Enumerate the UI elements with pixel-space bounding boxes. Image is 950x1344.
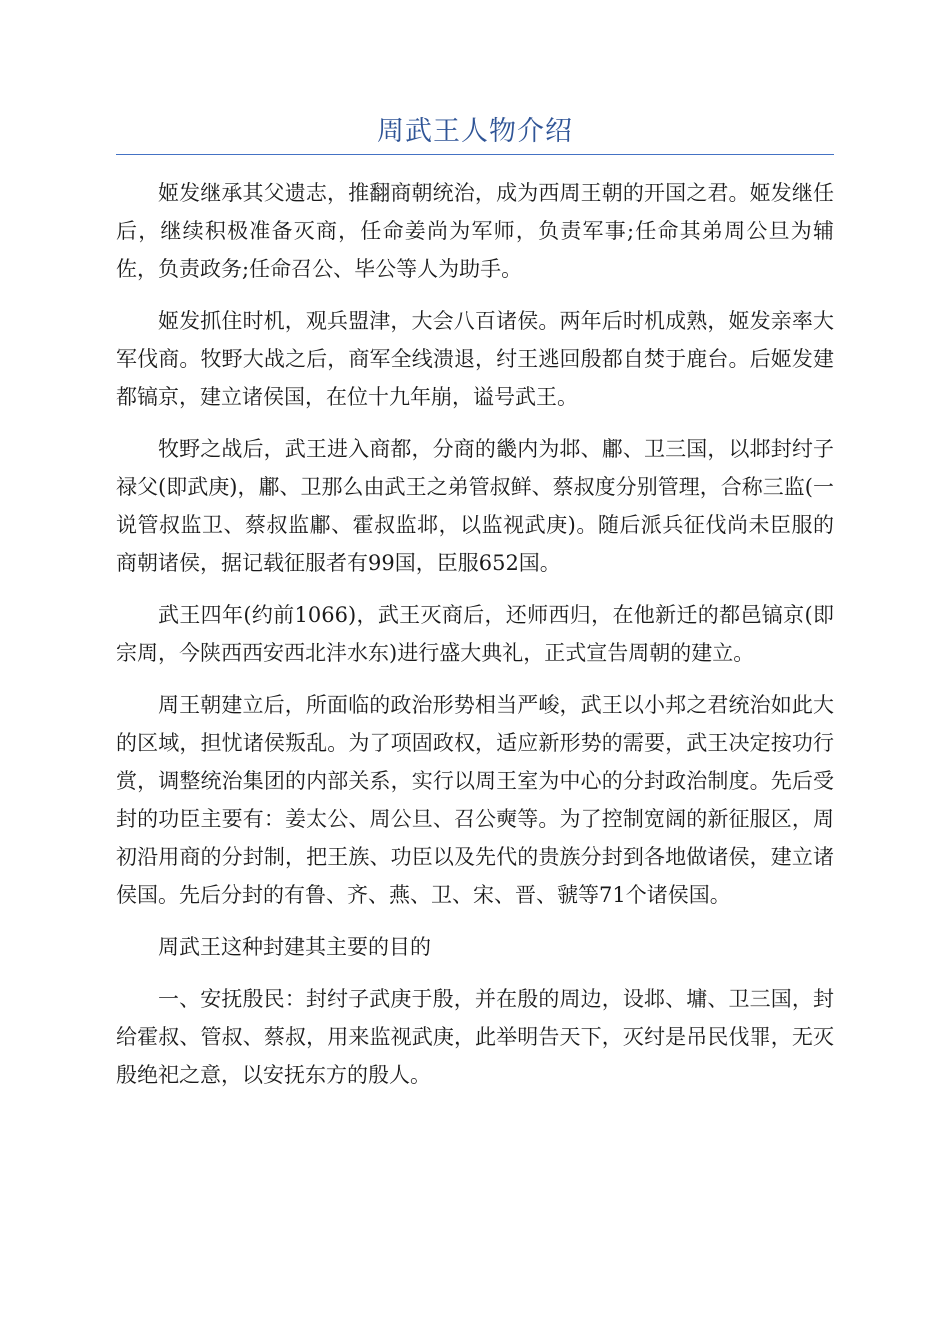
paragraph-3: 牧野之战后，武王进入商都，分商的畿内为邶、鄘、卫三国，以邶封纣子禄父(即武庚)，鄘、卫那么由武王之弟管叔鲜、蔡叔度分别管理，合称三监(一说管叔监卫、蔡叔监鄘、霍叔监邶，以监视武庚)。随后派兵征伐尚未臣服的商朝诸侯，据记载征服者有99国，臣服652国。 (116, 437, 834, 575)
document-body (116, 174, 834, 1108)
paragraph-4: 武王四年(约前1066)，武王灭商后，还师西归，在他新迁的都邑镐京(即宗周，今陕西西安西北沣水东)进行盛大典礼，正式宣告周朝的建立。 (116, 603, 834, 665)
document-title: 周武王人物介绍 (377, 116, 573, 147)
paragraph-6: 周武王这种封建其主要的目的 (158, 935, 431, 959)
paragraph-1: 姬发继承其父遗志，推翻商朝统治，成为西周王朝的开国之君。姬发继任后，继续积极准备灭商，任命姜尚为军师，负责军事;任命其弟周公旦为辅佐，负责政务;任命召公、毕公等人为助手。 (116, 181, 834, 281)
title-underline (116, 154, 834, 155)
paragraph-5: 周王朝建立后，所面临的政治形势相当严峻，武王以小邦之君统治如此大的区域，担忧诸侯叛乱。为了项固政权，适应新形势的需要，武王决定按功行赏，调整统治集团的内部关系，实行以周王室为中心的分封政治制度。先后受封的功臣主要有：姜太公、周公旦、召公奭等。为了控制宽阔的新征服区，周初沿用商的分封制，把王族、功臣以及先代的贵族分封到各地做诸侯，建立诸侯国。先后分封的有鲁、齐、燕、卫、宋、晋、虢等71个诸侯国。 (116, 693, 834, 907)
paragraph-2: 姬发抓住时机，观兵盟津，大会八百诸侯。两年后时机成熟，姬发亲率大军伐商。牧野大战之后，商军全线溃退，纣王逃回殷都自焚于鹿台。后姬发建都镐京，建立诸侯国，在位十九年崩，谥号武王。 (116, 309, 834, 409)
paragraph-7: 一、安抚殷民：封纣子武庚于殷，并在殷的周边，设邶、墉、卫三国，封给霍叔、管叔、蔡叔，用来监视武庚，此举明告天下，灭纣是吊民伐罪，无灭殷绝祀之意，以安抚东方的殷人。 (116, 987, 834, 1087)
